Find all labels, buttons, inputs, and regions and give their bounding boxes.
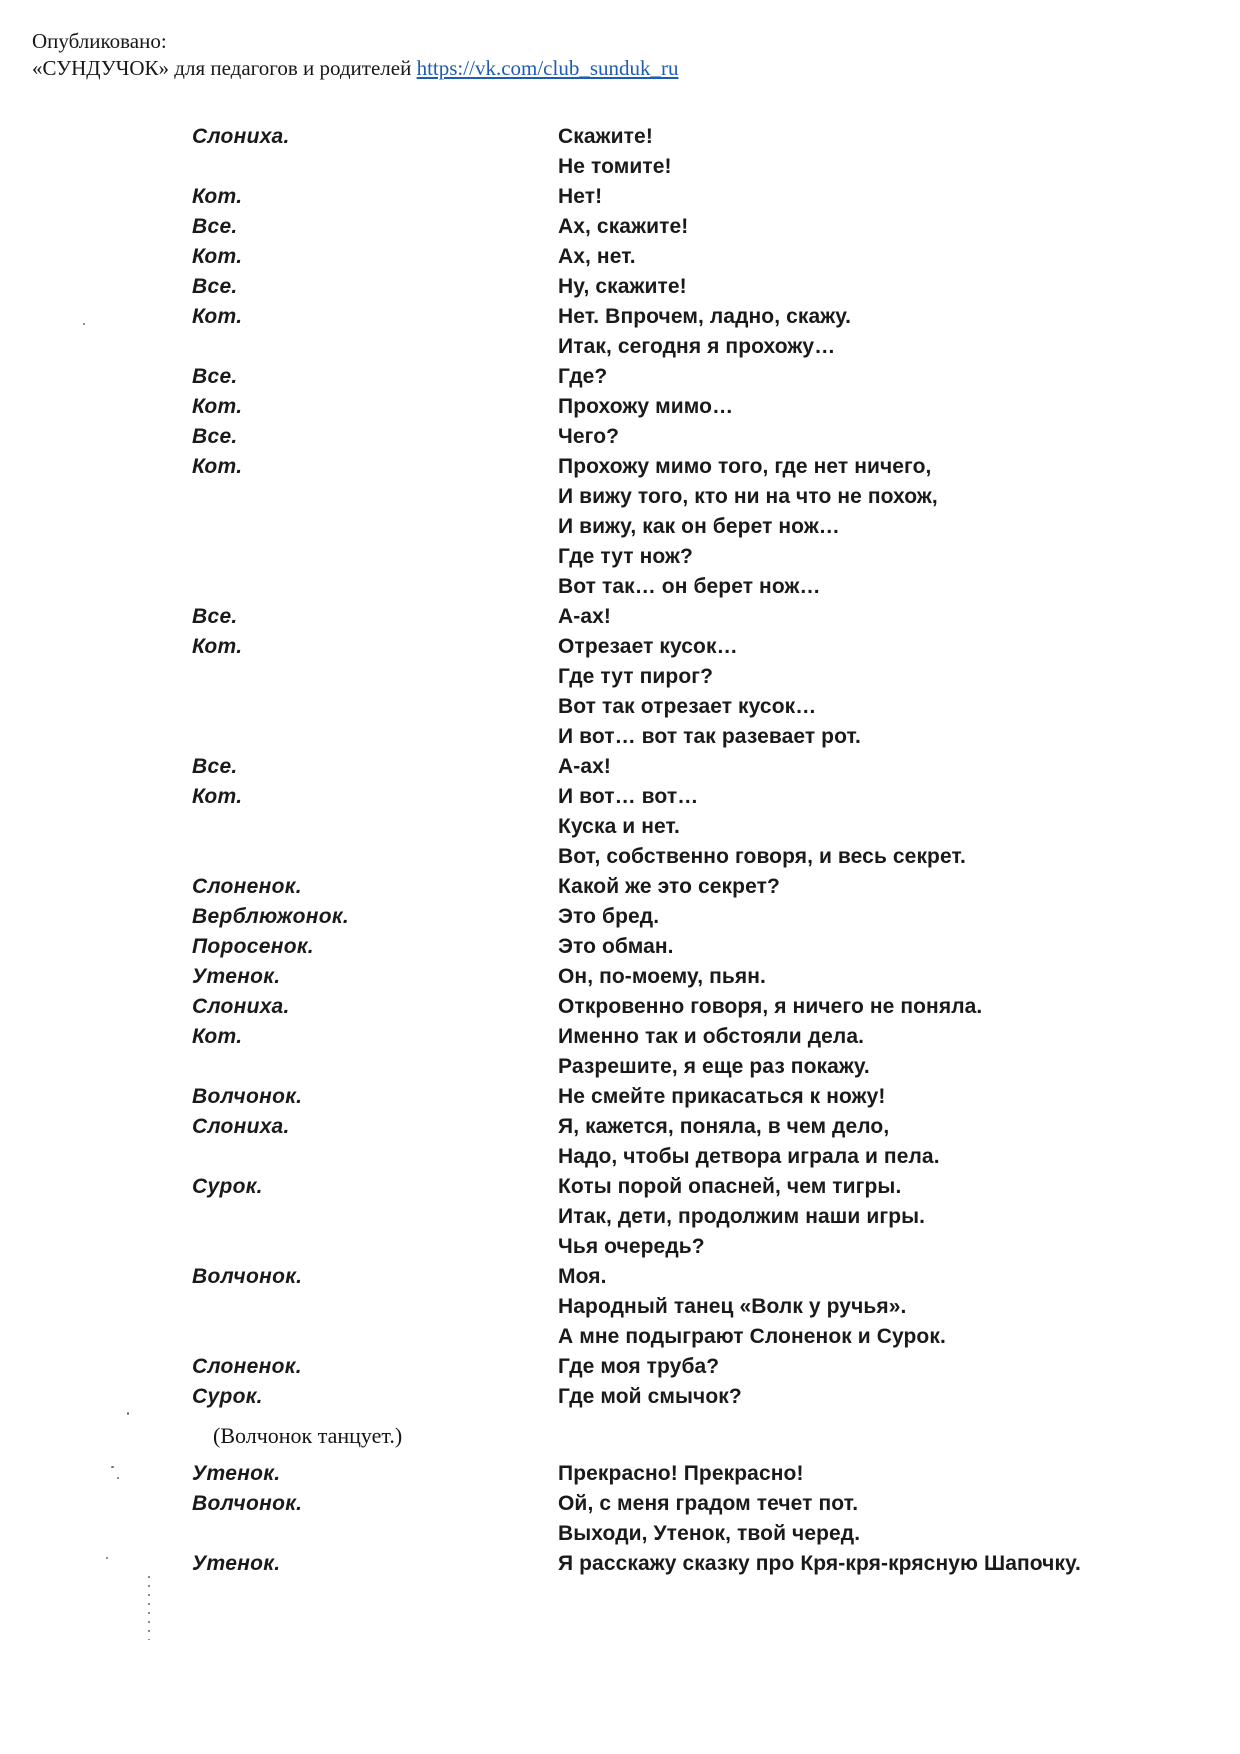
script-row bbox=[192, 842, 1192, 872]
speaker-name: Кот. bbox=[192, 395, 243, 418]
dialogue-line: Именно так и обстояли дела. bbox=[558, 1025, 865, 1048]
dialogue-line: И вот… вот… bbox=[558, 785, 699, 808]
speaker-name: Кот. bbox=[192, 455, 243, 478]
speaker-name bbox=[192, 152, 558, 182]
speaker-name bbox=[192, 722, 558, 752]
speaker-name bbox=[192, 1519, 558, 1549]
speaker-name: Слоненок. bbox=[192, 1355, 302, 1378]
dialogue-line: А мне подыграют Слоненок и Сурок. bbox=[558, 1325, 946, 1348]
published-label: Опубликовано: bbox=[32, 29, 167, 53]
speaker-name: Волчонок. bbox=[192, 1492, 303, 1515]
scan-artifact bbox=[106, 1557, 108, 1559]
dialogue-line: Это обман. bbox=[558, 935, 674, 958]
scan-artifact bbox=[83, 323, 85, 325]
scan-artifact bbox=[117, 1477, 119, 1479]
script-row bbox=[192, 752, 1192, 782]
dialogue-line: Откровенно говоря, я ничего не поняла. bbox=[558, 995, 983, 1018]
dialogue-line: Куска и нет. bbox=[558, 815, 680, 838]
dialogue-line: Ах, скажите! bbox=[558, 215, 689, 238]
speaker-name bbox=[192, 1292, 558, 1322]
script-row bbox=[192, 962, 1192, 992]
script-row bbox=[192, 722, 1192, 752]
speaker-name: Кот. bbox=[192, 635, 243, 658]
dialogue-line: Нет. Впрочем, ладно, скажу. bbox=[558, 305, 852, 328]
speaker-name: Кот. bbox=[192, 1025, 243, 1048]
script-row bbox=[192, 992, 1192, 1022]
script-row bbox=[192, 692, 1192, 722]
play-script bbox=[192, 122, 1192, 1579]
scan-artifact bbox=[148, 1576, 150, 1640]
script-row bbox=[192, 1022, 1192, 1052]
dialogue-line: Не смейте прикасаться к ножу! bbox=[558, 1085, 886, 1108]
speaker-name: Все. bbox=[192, 365, 238, 388]
dialogue-line: Народный танец «Волк у ручья». bbox=[558, 1295, 907, 1318]
dialogue-line: Чего? bbox=[558, 425, 620, 448]
dialogue-line: Не томите! bbox=[558, 155, 672, 178]
dialogue-line: Моя. bbox=[558, 1265, 607, 1288]
speaker-name: Утенок. bbox=[192, 1462, 281, 1485]
script-row bbox=[192, 1489, 1192, 1519]
script-row bbox=[192, 1172, 1192, 1202]
speaker-name: Утенок. bbox=[192, 965, 281, 988]
script-row bbox=[192, 452, 1192, 482]
club-link[interactable]: https://vk.com/club_sunduk_ru bbox=[416, 56, 679, 80]
dialogue-line: Вот так… он берет нож… bbox=[558, 575, 821, 598]
script-row bbox=[192, 1112, 1192, 1142]
dialogue-line: Где моя труба? bbox=[558, 1355, 720, 1378]
dialogue-line: Он, по-моему, пьян. bbox=[558, 965, 766, 988]
script-row bbox=[192, 152, 1192, 182]
scan-artifact bbox=[127, 1412, 129, 1415]
script-row bbox=[192, 662, 1192, 692]
dialogue-line: Ну, скажите! bbox=[558, 275, 687, 298]
stage-direction: (Волчонок танцует.) bbox=[213, 1423, 403, 1448]
speaker-name: Все. bbox=[192, 605, 238, 628]
club-text: «СУНДУЧОК» для педагогов и родителей bbox=[32, 56, 417, 80]
speaker-name bbox=[192, 842, 558, 872]
dialogue-line: Чья очередь? bbox=[558, 1235, 705, 1258]
speaker-name: Кот. bbox=[192, 305, 243, 328]
dialogue-line: Разрешите, я еще раз покажу. bbox=[558, 1055, 870, 1078]
speaker-name bbox=[192, 512, 558, 542]
speaker-name: Кот. bbox=[192, 785, 243, 808]
speaker-name bbox=[192, 1202, 558, 1232]
speaker-name: Слониха. bbox=[192, 995, 290, 1018]
script-row bbox=[192, 932, 1192, 962]
speaker-name: Кот. bbox=[192, 245, 243, 268]
dialogue-line: Итак, дети, продолжим наши игры. bbox=[558, 1205, 926, 1228]
script-row bbox=[192, 872, 1192, 902]
speaker-name: Слониха. bbox=[192, 125, 290, 148]
dialogue-line: И вот… вот так разевает рот. bbox=[558, 725, 861, 748]
dialogue-line: И вижу того, кто ни на что не похож, bbox=[558, 485, 938, 508]
speaker-name: Сурок. bbox=[192, 1385, 263, 1408]
dialogue-line: И вижу, как он берет нож… bbox=[558, 515, 840, 538]
speaker-name bbox=[192, 1052, 558, 1082]
dialogue-line: Вот, собственно говоря, и весь секрет. bbox=[558, 845, 966, 868]
dialogue-line: Выходи, Утенок, твой черед. bbox=[558, 1522, 861, 1545]
script-row bbox=[192, 122, 1192, 152]
speaker-name: Все. bbox=[192, 275, 238, 298]
dialogue-line: Ой, с меня градом течет пот. bbox=[558, 1492, 859, 1515]
script-row bbox=[192, 1459, 1192, 1489]
dialogue-line: Где? bbox=[558, 365, 608, 388]
dialogue-line: Прохожу мимо того, где нет ничего, bbox=[558, 455, 932, 478]
speaker-name bbox=[192, 662, 558, 692]
speaker-name: Утенок. bbox=[192, 1552, 281, 1575]
script-row bbox=[192, 332, 1192, 362]
scan-artifact bbox=[111, 1466, 114, 1468]
speaker-name: Все. bbox=[192, 425, 238, 448]
speaker-name bbox=[192, 812, 558, 842]
script-row bbox=[192, 482, 1192, 512]
dialogue-line: Прекрасно! Прекрасно! bbox=[558, 1462, 804, 1485]
header-club-line bbox=[32, 55, 679, 82]
script-row bbox=[192, 572, 1192, 602]
script-row bbox=[192, 812, 1192, 842]
speaker-name: Слоненок. bbox=[192, 875, 302, 898]
script-row bbox=[192, 512, 1192, 542]
script-row bbox=[192, 1292, 1192, 1322]
speaker-name bbox=[192, 572, 558, 602]
speaker-name bbox=[192, 692, 558, 722]
script-row bbox=[192, 602, 1192, 632]
speaker-name bbox=[192, 1142, 558, 1172]
speaker-name: Верблюжонок. bbox=[192, 905, 349, 928]
speaker-name: Кот. bbox=[192, 185, 243, 208]
speaker-name: Волчонок. bbox=[192, 1085, 303, 1108]
speaker-name bbox=[192, 482, 558, 512]
script-row bbox=[192, 302, 1192, 332]
dialogue-line: Нет! bbox=[558, 185, 603, 208]
dialogue-line: Это бред. bbox=[558, 905, 660, 928]
dialogue-line: Я, кажется, поняла, в чем дело, bbox=[558, 1115, 890, 1138]
speaker-name: Волчонок. bbox=[192, 1265, 303, 1288]
script-row bbox=[192, 1142, 1192, 1172]
dialogue-line: Коты порой опасней, чем тигры. bbox=[558, 1175, 902, 1198]
script-row bbox=[192, 182, 1192, 212]
dialogue-line: А-ах! bbox=[558, 755, 612, 778]
script-row bbox=[192, 632, 1192, 662]
script-row bbox=[192, 542, 1192, 572]
speaker-name: Слониха. bbox=[192, 1115, 290, 1138]
script-row bbox=[192, 1052, 1192, 1082]
script-row bbox=[192, 902, 1192, 932]
script-row bbox=[192, 1232, 1192, 1262]
dialogue-line: А-ах! bbox=[558, 605, 612, 628]
dialogue-line: Где мой смычок? bbox=[558, 1385, 742, 1408]
script-row bbox=[192, 242, 1192, 272]
script-row bbox=[192, 422, 1192, 452]
script-row bbox=[192, 1352, 1192, 1382]
dialogue-line: Отрезает кусок… bbox=[558, 635, 738, 658]
speaker-name: Все. bbox=[192, 215, 238, 238]
script-row bbox=[192, 212, 1192, 242]
script-row bbox=[192, 392, 1192, 422]
dialogue-line: Прохожу мимо… bbox=[558, 395, 734, 418]
script-rows-before bbox=[192, 122, 1192, 1412]
dialogue-line: Скажите! bbox=[558, 125, 653, 148]
speaker-name bbox=[192, 542, 558, 572]
dialogue-line: Ах, нет. bbox=[558, 245, 636, 268]
script-row bbox=[192, 1519, 1192, 1549]
script-row bbox=[192, 1549, 1192, 1579]
script-row bbox=[192, 1322, 1192, 1352]
script-row bbox=[192, 1262, 1192, 1292]
script-row bbox=[192, 1382, 1192, 1412]
script-row bbox=[192, 782, 1192, 812]
dialogue-line: Где тут нож? bbox=[558, 545, 693, 568]
speaker-name bbox=[192, 1322, 558, 1352]
dialogue-line: Где тут пирог? bbox=[558, 665, 714, 688]
speaker-name bbox=[192, 1232, 558, 1262]
dialogue-line: Я расскажу сказку про Кря-кря-крясную Шапочку. bbox=[558, 1552, 1081, 1575]
dialogue-line: Надо, чтобы детвора играла и пела. bbox=[558, 1145, 940, 1168]
script-row bbox=[192, 272, 1192, 302]
dialogue-line: Вот так отрезает кусок… bbox=[558, 695, 817, 718]
dialogue-line: Какой же это секрет? bbox=[558, 875, 780, 898]
document-header bbox=[32, 28, 679, 82]
script-rows-after bbox=[192, 1459, 1192, 1579]
dialogue-line: Итак, сегодня я прохожу… bbox=[558, 335, 836, 358]
script-row bbox=[192, 362, 1192, 392]
speaker-name: Все. bbox=[192, 755, 238, 778]
script-row bbox=[192, 1082, 1192, 1112]
speaker-name bbox=[192, 332, 558, 362]
speaker-name: Поросенок. bbox=[192, 935, 314, 958]
speaker-name: Сурок. bbox=[192, 1175, 263, 1198]
script-row bbox=[192, 1202, 1192, 1232]
